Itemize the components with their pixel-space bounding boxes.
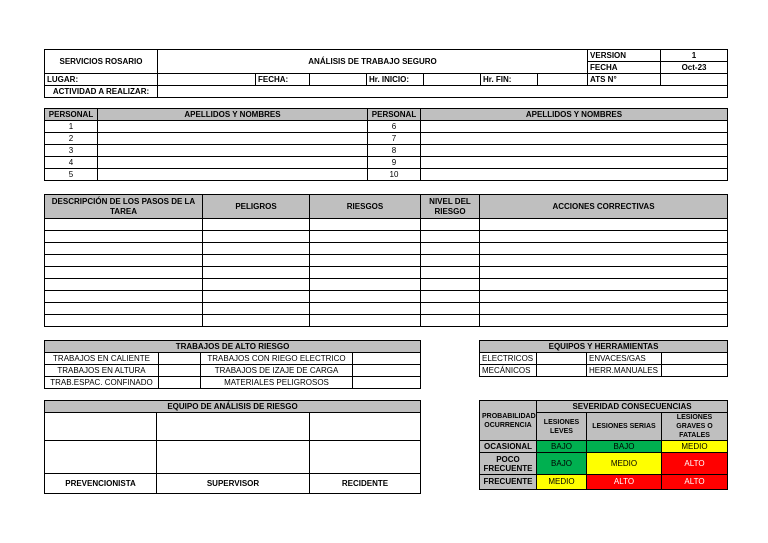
task-cell[interactable]: [480, 291, 728, 303]
alto-riesgo-item: TRABAJOS CON RIEGO ELECTRICO: [201, 353, 353, 365]
task-cell[interactable]: [421, 219, 480, 231]
alto-riesgo-check[interactable]: [353, 377, 421, 389]
risk-cell: ALTO: [587, 475, 662, 490]
task-row: [45, 219, 728, 231]
task-cell[interactable]: [45, 291, 203, 303]
ats-field[interactable]: [661, 74, 728, 86]
task-cell[interactable]: [310, 279, 421, 291]
risk-cell: MEDIO: [587, 453, 662, 475]
hr-fin-field[interactable]: [538, 74, 588, 86]
risk-cell: BAJO: [537, 441, 587, 453]
task-cell[interactable]: [45, 279, 203, 291]
signature-box[interactable]: [310, 441, 421, 474]
task-cell[interactable]: [203, 279, 310, 291]
col-riesgos: RIESGOS: [310, 195, 421, 219]
task-row: [45, 243, 728, 255]
alto-riesgo-item: TRABAJOS EN ALTURA: [45, 365, 159, 377]
col-acciones: ACCIONES CORRECTIVAS: [480, 195, 728, 219]
task-cell[interactable]: [203, 243, 310, 255]
risk-cell: ALTO: [662, 453, 728, 475]
task-cell[interactable]: [310, 243, 421, 255]
alto-riesgo-check[interactable]: [159, 353, 201, 365]
ats-label: ATS N°: [588, 74, 661, 86]
task-cell[interactable]: [45, 243, 203, 255]
equipo-analisis-title: EQUIPO DE ANÁLISIS DE RIESGO: [45, 401, 421, 413]
task-cell[interactable]: [421, 291, 480, 303]
personal-number: 2: [45, 133, 98, 145]
task-cell[interactable]: [45, 267, 203, 279]
role-recidente: RECIDENTE: [310, 474, 421, 494]
probabilidad-header: PROBABILIDAD OCURRENCIA: [480, 401, 537, 441]
task-cell[interactable]: [203, 231, 310, 243]
personal-number: 7: [368, 133, 421, 145]
task-row: [45, 255, 728, 267]
alto-riesgo-item: TRABAJOS EN CALIENTE: [45, 353, 159, 365]
task-cell[interactable]: [45, 219, 203, 231]
equipo-analisis-table: [44, 400, 421, 494]
task-cell[interactable]: [421, 243, 480, 255]
hr-inicio-label: Hr. INICIO:: [367, 74, 424, 86]
task-cell[interactable]: [203, 291, 310, 303]
version-label: VERSION: [588, 50, 661, 62]
task-cell[interactable]: [45, 231, 203, 243]
personal-number: 6: [368, 121, 421, 133]
task-cell[interactable]: [421, 267, 480, 279]
signature-box[interactable]: [45, 413, 157, 441]
task-row: [45, 291, 728, 303]
task-cell[interactable]: [203, 255, 310, 267]
personal-number: 3: [45, 145, 98, 157]
risk-cell: ALTO: [662, 475, 728, 490]
task-cell[interactable]: [480, 279, 728, 291]
risk-cell: MEDIO: [537, 475, 587, 490]
task-cell[interactable]: [45, 303, 203, 315]
signature-box[interactable]: [45, 441, 157, 474]
task-cell[interactable]: [421, 255, 480, 267]
equipos-item: ELECTRICOS: [480, 353, 537, 365]
task-cell[interactable]: [480, 231, 728, 243]
equipos-check[interactable]: [662, 353, 728, 365]
signature-box[interactable]: [310, 413, 421, 441]
equipos-item: HERR.MANUALES: [587, 365, 662, 377]
personal-number: 9: [368, 157, 421, 169]
task-cell[interactable]: [310, 255, 421, 267]
risk-cell: BAJO: [587, 441, 662, 453]
header-table: [44, 49, 728, 98]
col-nivel: NIVEL DEL RIESGO: [421, 195, 480, 219]
lugar-label: LUGAR:: [45, 74, 158, 86]
personal-number: 10: [368, 169, 421, 181]
task-cell[interactable]: [45, 315, 203, 327]
task-cell[interactable]: [203, 219, 310, 231]
task-row: [45, 231, 728, 243]
task-cell[interactable]: [421, 279, 480, 291]
personal-name-field[interactable]: [421, 157, 728, 169]
task-cell[interactable]: [480, 315, 728, 327]
signature-box[interactable]: [157, 413, 310, 441]
alto-riesgo-title: TRABAJOS DE ALTO RIESGO: [45, 341, 421, 353]
equipos-title: EQUIPOS Y HERRAMIENTAS: [480, 341, 728, 353]
lugar-field[interactable]: [158, 74, 256, 86]
personal-table: [44, 108, 728, 181]
severidad-header: SEVERIDAD CONSECUENCIAS: [537, 401, 728, 413]
task-row: [45, 267, 728, 279]
task-row: [45, 279, 728, 291]
alto-riesgo-check[interactable]: [353, 353, 421, 365]
task-cell[interactable]: [421, 303, 480, 315]
task-row: [45, 303, 728, 315]
alto-riesgo-item: MATERIALES PELIGROSOS: [201, 377, 353, 389]
form-title: ANÁLISIS DE TRABAJO SEGURO: [158, 50, 588, 74]
risk-matrix: [479, 400, 728, 490]
role-supervisor: SUPERVISOR: [157, 474, 310, 494]
risk-cell: MEDIO: [662, 441, 728, 453]
task-cell[interactable]: [480, 255, 728, 267]
personal-header-right: PERSONAL: [368, 109, 421, 121]
task-cell[interactable]: [310, 231, 421, 243]
alto-riesgo-check[interactable]: [353, 365, 421, 377]
personal-name-field[interactable]: [98, 169, 368, 181]
personal-name-field[interactable]: [98, 133, 368, 145]
task-table: [44, 194, 728, 327]
hr-inicio-field[interactable]: [424, 74, 481, 86]
equipos-check[interactable]: [662, 365, 728, 377]
fecha-field-label: FECHA:: [256, 74, 310, 86]
version-value: 1: [661, 50, 728, 62]
personal-name-field[interactable]: [421, 145, 728, 157]
equipos-check[interactable]: [537, 353, 587, 365]
fecha-value: Oct-23: [661, 62, 728, 74]
task-cell[interactable]: [310, 291, 421, 303]
equipos-item: ENVACES/GAS: [587, 353, 662, 365]
alto-riesgo-check[interactable]: [159, 365, 201, 377]
company-name: SERVICIOS ROSARIO: [45, 50, 158, 74]
personal-name-field[interactable]: [98, 145, 368, 157]
task-cell[interactable]: [480, 267, 728, 279]
signature-box[interactable]: [157, 441, 310, 474]
personal-number: 5: [45, 169, 98, 181]
hr-fin-label: Hr. FIN:: [481, 74, 538, 86]
task-cell[interactable]: [421, 231, 480, 243]
task-cell[interactable]: [203, 267, 310, 279]
personal-number: 1: [45, 121, 98, 133]
col-peligros: PELIGROS: [203, 195, 310, 219]
personal-name-field[interactable]: [421, 169, 728, 181]
personal-name-field[interactable]: [98, 121, 368, 133]
risk-cell: BAJO: [537, 453, 587, 475]
task-cell[interactable]: [310, 267, 421, 279]
task-cell[interactable]: [421, 315, 480, 327]
fecha-label: FECHA: [588, 62, 661, 74]
equipos-item: MECÁNICOS: [480, 365, 537, 377]
actividad-field[interactable]: [158, 86, 728, 98]
alto-riesgo-table: [44, 340, 421, 389]
task-cell[interactable]: [203, 315, 310, 327]
personal-header-left: PERSONAL: [45, 109, 98, 121]
prob-row-label: POCO FRECUENTE: [480, 453, 537, 475]
severity-col-leves: LESIONES LEVES: [537, 413, 587, 441]
prob-row-label: OCASIONAL: [480, 441, 537, 453]
personal-number: 8: [368, 145, 421, 157]
task-cell[interactable]: [310, 315, 421, 327]
task-cell[interactable]: [480, 243, 728, 255]
col-descripcion: DESCRIPCIÓN DE LOS PASOS DE LA TAREA: [45, 195, 203, 219]
actividad-label: ACTIVIDAD A REALIZAR:: [45, 86, 158, 98]
task-cell[interactable]: [480, 219, 728, 231]
personal-number: 4: [45, 157, 98, 169]
alto-riesgo-item: TRABAJOS DE IZAJE DE CARGA: [201, 365, 353, 377]
task-row: [45, 315, 728, 327]
severity-col-serias: LESIONES SERIAS: [587, 413, 662, 441]
personal-name-field[interactable]: [98, 157, 368, 169]
task-cell[interactable]: [310, 303, 421, 315]
personal-name-field[interactable]: [421, 121, 728, 133]
equipos-check[interactable]: [537, 365, 587, 377]
role-prevencionista: PREVENCIONISTA: [45, 474, 157, 494]
nombres-header-left: APELLIDOS Y NOMBRES: [98, 109, 368, 121]
task-cell[interactable]: [310, 219, 421, 231]
fecha-field[interactable]: [310, 74, 367, 86]
task-cell[interactable]: [203, 303, 310, 315]
alto-riesgo-check[interactable]: [159, 377, 201, 389]
equipos-table: [479, 340, 728, 377]
prob-row-label: FRECUENTE: [480, 475, 537, 490]
alto-riesgo-item: TRAB.ESPAC. CONFINADO: [45, 377, 159, 389]
nombres-header-right: APELLIDOS Y NOMBRES: [421, 109, 728, 121]
severity-col-graves: LESIONES GRAVES O FATALES: [662, 413, 728, 441]
task-cell[interactable]: [45, 255, 203, 267]
personal-name-field[interactable]: [421, 133, 728, 145]
task-cell[interactable]: [480, 303, 728, 315]
